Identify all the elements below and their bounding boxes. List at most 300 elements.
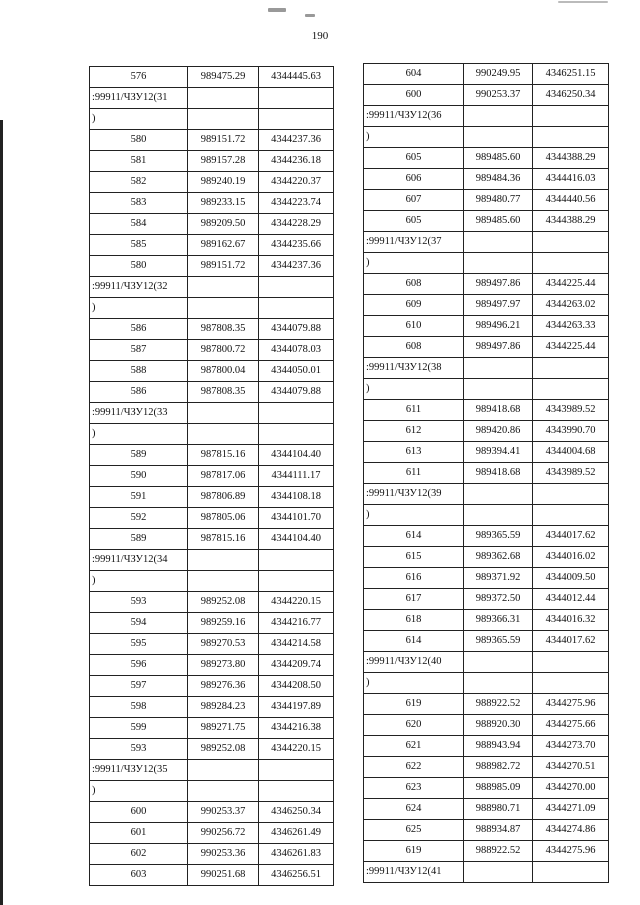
scan-speck <box>305 14 315 17</box>
point-row <box>364 64 609 85</box>
point-row <box>90 676 334 697</box>
point-number-cell: 587 <box>90 340 188 361</box>
point-number-cell: 612 <box>364 421 464 442</box>
parcel-label-row <box>90 760 334 781</box>
y-coordinate-cell: 4344017.62 <box>533 631 609 652</box>
x-coordinate-cell: 989418.68 <box>464 400 533 421</box>
point-row <box>90 634 334 655</box>
parcel-label-cell: :99911/ЧЗУ12(36 <box>364 106 464 127</box>
parcel-label-row <box>364 253 609 274</box>
x-coordinate-cell: 990253.37 <box>188 802 259 823</box>
scan-speck <box>558 1 608 3</box>
point-number-cell: 594 <box>90 613 188 634</box>
empty-cell <box>259 781 334 802</box>
x-coordinate-cell: 989240.19 <box>188 172 259 193</box>
y-coordinate-cell: 4343989.52 <box>533 400 609 421</box>
empty-cell <box>533 106 609 127</box>
y-coordinate-cell: 4344274.86 <box>533 820 609 841</box>
point-number-cell: 615 <box>364 547 464 568</box>
x-coordinate-cell: 990251.68 <box>188 865 259 886</box>
coordinates-table-right <box>363 63 609 883</box>
point-row <box>364 85 609 106</box>
point-row <box>90 844 334 865</box>
x-coordinate-cell: 987808.35 <box>188 319 259 340</box>
y-coordinate-cell: 4344270.00 <box>533 778 609 799</box>
x-coordinate-cell: 989497.86 <box>464 337 533 358</box>
empty-cell <box>259 88 334 109</box>
x-coordinate-cell: 989209.50 <box>188 214 259 235</box>
x-coordinate-cell: 989394.41 <box>464 442 533 463</box>
point-number-cell: 593 <box>90 592 188 613</box>
point-row <box>364 778 609 799</box>
point-row <box>364 589 609 610</box>
parcel-label-cell: ) <box>364 253 464 274</box>
empty-cell <box>464 652 533 673</box>
x-coordinate-cell: 989252.08 <box>188 592 259 613</box>
x-coordinate-cell: 989259.16 <box>188 613 259 634</box>
x-coordinate-cell: 989497.97 <box>464 295 533 316</box>
parcel-label-row <box>364 232 609 253</box>
x-coordinate-cell: 989270.53 <box>188 634 259 655</box>
x-coordinate-cell: 989475.29 <box>188 67 259 88</box>
y-coordinate-cell: 4344388.29 <box>533 211 609 232</box>
x-coordinate-cell: 988922.52 <box>464 841 533 862</box>
y-coordinate-cell: 4344388.29 <box>533 148 609 169</box>
y-coordinate-cell: 4343989.52 <box>533 463 609 484</box>
point-number-cell: 614 <box>364 526 464 547</box>
point-number-cell: 608 <box>364 337 464 358</box>
y-coordinate-cell: 4344079.88 <box>259 319 334 340</box>
x-coordinate-cell: 988943.94 <box>464 736 533 757</box>
x-coordinate-cell: 989497.86 <box>464 274 533 295</box>
x-coordinate-cell: 989485.60 <box>464 211 533 232</box>
x-coordinate-cell: 989284.23 <box>188 697 259 718</box>
point-row <box>364 169 609 190</box>
parcel-label-row <box>90 424 334 445</box>
point-number-cell: 602 <box>90 844 188 865</box>
empty-cell <box>464 106 533 127</box>
y-coordinate-cell: 4344104.40 <box>259 445 334 466</box>
parcel-label-cell: ) <box>90 571 188 592</box>
empty-cell <box>188 88 259 109</box>
y-coordinate-cell: 4346251.15 <box>533 64 609 85</box>
y-coordinate-cell: 4344275.96 <box>533 694 609 715</box>
point-row <box>364 400 609 421</box>
point-number-cell: 616 <box>364 568 464 589</box>
point-number-cell: 619 <box>364 841 464 862</box>
point-number-cell: 603 <box>90 865 188 886</box>
point-number-cell: 601 <box>90 823 188 844</box>
parcel-label-cell: :99911/ЧЗУ12(33 <box>90 403 188 424</box>
point-row <box>90 361 334 382</box>
y-coordinate-cell: 4344275.66 <box>533 715 609 736</box>
parcel-label-cell: ) <box>90 109 188 130</box>
y-coordinate-cell: 4346261.83 <box>259 844 334 865</box>
empty-cell <box>259 298 334 319</box>
point-number-cell: 580 <box>90 256 188 277</box>
point-row <box>364 694 609 715</box>
x-coordinate-cell: 988920.30 <box>464 715 533 736</box>
parcel-label-cell: :99911/ЧЗУ12(37 <box>364 232 464 253</box>
point-number-cell: 600 <box>90 802 188 823</box>
empty-cell <box>464 358 533 379</box>
x-coordinate-cell: 987806.89 <box>188 487 259 508</box>
empty-cell <box>259 424 334 445</box>
point-row <box>90 487 334 508</box>
point-number-cell: 583 <box>90 193 188 214</box>
point-row <box>90 214 334 235</box>
empty-cell <box>464 673 533 694</box>
point-row <box>90 697 334 718</box>
point-row <box>364 190 609 211</box>
point-row <box>364 610 609 631</box>
point-number-cell: 604 <box>364 64 464 85</box>
point-row <box>364 295 609 316</box>
x-coordinate-cell: 989420.86 <box>464 421 533 442</box>
x-coordinate-cell: 989365.59 <box>464 631 533 652</box>
y-coordinate-cell: 4346261.49 <box>259 823 334 844</box>
point-number-cell: 611 <box>364 463 464 484</box>
y-coordinate-cell: 4344079.88 <box>259 382 334 403</box>
parcel-label-cell: ) <box>90 424 188 445</box>
point-row <box>364 820 609 841</box>
parcel-label-cell: :99911/ЧЗУ12(31 <box>90 88 188 109</box>
point-row <box>90 718 334 739</box>
point-number-cell: 586 <box>90 319 188 340</box>
empty-cell <box>188 277 259 298</box>
coordinates-table-left <box>89 66 334 886</box>
parcel-label-cell: ) <box>90 298 188 319</box>
empty-cell <box>464 862 533 883</box>
point-row <box>90 340 334 361</box>
empty-cell <box>533 232 609 253</box>
point-number-cell: 580 <box>90 130 188 151</box>
point-number-cell: 592 <box>90 508 188 529</box>
empty-cell <box>188 403 259 424</box>
parcel-label-cell: ) <box>364 505 464 526</box>
point-row <box>90 529 334 550</box>
point-row <box>364 442 609 463</box>
empty-cell <box>464 379 533 400</box>
point-row <box>364 736 609 757</box>
point-number-cell: 624 <box>364 799 464 820</box>
point-number-cell: 600 <box>364 85 464 106</box>
parcel-label-row <box>364 106 609 127</box>
empty-cell <box>533 652 609 673</box>
y-coordinate-cell: 4344078.03 <box>259 340 334 361</box>
point-row <box>90 256 334 277</box>
point-number-cell: 617 <box>364 589 464 610</box>
x-coordinate-cell: 988980.71 <box>464 799 533 820</box>
empty-cell <box>464 505 533 526</box>
y-coordinate-cell: 4344009.50 <box>533 568 609 589</box>
x-coordinate-cell: 988985.09 <box>464 778 533 799</box>
point-number-cell: 614 <box>364 631 464 652</box>
point-row <box>364 757 609 778</box>
empty-cell <box>188 298 259 319</box>
point-number-cell: 605 <box>364 148 464 169</box>
point-row <box>90 823 334 844</box>
x-coordinate-cell: 989151.72 <box>188 130 259 151</box>
y-coordinate-cell: 4344235.66 <box>259 235 334 256</box>
parcel-label-cell: ) <box>90 781 188 802</box>
point-row <box>90 382 334 403</box>
point-row <box>90 151 334 172</box>
parcel-label-row <box>90 550 334 571</box>
parcel-label-cell: ) <box>364 673 464 694</box>
empty-cell <box>464 127 533 148</box>
point-number-cell: 611 <box>364 400 464 421</box>
point-row <box>364 631 609 652</box>
x-coordinate-cell: 989496.21 <box>464 316 533 337</box>
empty-cell <box>188 571 259 592</box>
empty-cell <box>188 109 259 130</box>
point-row <box>364 568 609 589</box>
empty-cell <box>259 571 334 592</box>
x-coordinate-cell: 987800.04 <box>188 361 259 382</box>
point-row <box>364 274 609 295</box>
x-coordinate-cell: 987800.72 <box>188 340 259 361</box>
point-row <box>364 841 609 862</box>
x-coordinate-cell: 987808.35 <box>188 382 259 403</box>
empty-cell <box>188 781 259 802</box>
scan-speck <box>268 8 286 12</box>
point-number-cell: 613 <box>364 442 464 463</box>
y-coordinate-cell: 4344263.02 <box>533 295 609 316</box>
point-number-cell: 596 <box>90 655 188 676</box>
y-coordinate-cell: 4344445.63 <box>259 67 334 88</box>
x-coordinate-cell: 989484.36 <box>464 169 533 190</box>
y-coordinate-cell: 4344216.38 <box>259 718 334 739</box>
x-coordinate-cell: 989418.68 <box>464 463 533 484</box>
parcel-label-cell: :99911/ЧЗУ12(38 <box>364 358 464 379</box>
empty-cell <box>188 550 259 571</box>
x-coordinate-cell: 988922.52 <box>464 694 533 715</box>
x-coordinate-cell: 988982.72 <box>464 757 533 778</box>
point-number-cell: 608 <box>364 274 464 295</box>
point-row <box>90 655 334 676</box>
y-coordinate-cell: 4344223.74 <box>259 193 334 214</box>
point-row <box>90 466 334 487</box>
parcel-label-cell: ) <box>364 379 464 400</box>
point-number-cell: 625 <box>364 820 464 841</box>
parcel-label-row <box>364 673 609 694</box>
x-coordinate-cell: 990256.72 <box>188 823 259 844</box>
empty-cell <box>533 358 609 379</box>
y-coordinate-cell: 4344440.56 <box>533 190 609 211</box>
point-row <box>90 67 334 88</box>
empty-cell <box>533 379 609 400</box>
point-row <box>90 235 334 256</box>
y-coordinate-cell: 4344017.62 <box>533 526 609 547</box>
x-coordinate-cell: 989271.75 <box>188 718 259 739</box>
parcel-label-row <box>90 781 334 802</box>
empty-cell <box>533 484 609 505</box>
x-coordinate-cell: 989157.28 <box>188 151 259 172</box>
x-coordinate-cell: 989365.59 <box>464 526 533 547</box>
point-number-cell: 586 <box>90 382 188 403</box>
y-coordinate-cell: 4344271.09 <box>533 799 609 820</box>
point-row <box>364 715 609 736</box>
point-number-cell: 584 <box>90 214 188 235</box>
point-number-cell: 590 <box>90 466 188 487</box>
parcel-label-cell: :99911/ЧЗУ12(35 <box>90 760 188 781</box>
point-number-cell: 595 <box>90 634 188 655</box>
y-coordinate-cell: 4344225.44 <box>533 337 609 358</box>
point-row <box>364 526 609 547</box>
x-coordinate-cell: 990253.36 <box>188 844 259 865</box>
x-coordinate-cell: 989371.92 <box>464 568 533 589</box>
x-coordinate-cell: 989151.72 <box>188 256 259 277</box>
empty-cell <box>188 760 259 781</box>
page-number: 190 <box>311 30 329 42</box>
point-row <box>90 508 334 529</box>
y-coordinate-cell: 4344216.77 <box>259 613 334 634</box>
point-number-cell: 589 <box>90 445 188 466</box>
empty-cell <box>464 232 533 253</box>
y-coordinate-cell: 4344263.33 <box>533 316 609 337</box>
point-number-cell: 588 <box>90 361 188 382</box>
x-coordinate-cell: 989252.08 <box>188 739 259 760</box>
point-row <box>364 463 609 484</box>
point-number-cell: 610 <box>364 316 464 337</box>
point-row <box>90 739 334 760</box>
point-number-cell: 618 <box>364 610 464 631</box>
point-number-cell: 607 <box>364 190 464 211</box>
point-row <box>90 319 334 340</box>
point-row <box>364 211 609 232</box>
point-number-cell: 591 <box>90 487 188 508</box>
x-coordinate-cell: 989233.15 <box>188 193 259 214</box>
y-coordinate-cell: 4344208.50 <box>259 676 334 697</box>
empty-cell <box>259 109 334 130</box>
empty-cell <box>533 127 609 148</box>
parcel-label-row <box>90 403 334 424</box>
point-row <box>90 445 334 466</box>
parcel-label-row <box>364 127 609 148</box>
y-coordinate-cell: 4344004.68 <box>533 442 609 463</box>
y-coordinate-cell: 4344214.58 <box>259 634 334 655</box>
y-coordinate-cell: 4344016.02 <box>533 547 609 568</box>
empty-cell <box>259 760 334 781</box>
x-coordinate-cell: 987805.06 <box>188 508 259 529</box>
scan-margin-bar <box>0 120 3 905</box>
x-coordinate-cell: 987817.06 <box>188 466 259 487</box>
y-coordinate-cell: 4344016.32 <box>533 610 609 631</box>
parcel-label-row <box>364 379 609 400</box>
x-coordinate-cell: 989372.50 <box>464 589 533 610</box>
point-number-cell: 605 <box>364 211 464 232</box>
point-row <box>90 130 334 151</box>
x-coordinate-cell: 989362.68 <box>464 547 533 568</box>
y-coordinate-cell: 4343990.70 <box>533 421 609 442</box>
point-row <box>90 802 334 823</box>
parcel-label-cell: ) <box>364 127 464 148</box>
y-coordinate-cell: 4344273.70 <box>533 736 609 757</box>
empty-cell <box>259 277 334 298</box>
point-number-cell: 623 <box>364 778 464 799</box>
x-coordinate-cell: 987815.16 <box>188 445 259 466</box>
parcel-label-row <box>364 484 609 505</box>
point-number-cell: 609 <box>364 295 464 316</box>
empty-cell <box>533 862 609 883</box>
point-number-cell: 621 <box>364 736 464 757</box>
y-coordinate-cell: 4344225.44 <box>533 274 609 295</box>
point-number-cell: 589 <box>90 529 188 550</box>
point-number-cell: 606 <box>364 169 464 190</box>
parcel-label-cell: :99911/ЧЗУ12(40 <box>364 652 464 673</box>
point-row <box>90 865 334 886</box>
y-coordinate-cell: 4344111.17 <box>259 466 334 487</box>
y-coordinate-cell: 4344012.44 <box>533 589 609 610</box>
x-coordinate-cell: 988934.87 <box>464 820 533 841</box>
y-coordinate-cell: 4344220.15 <box>259 592 334 613</box>
point-number-cell: 598 <box>90 697 188 718</box>
y-coordinate-cell: 4344050.01 <box>259 361 334 382</box>
y-coordinate-cell: 4346250.34 <box>533 85 609 106</box>
y-coordinate-cell: 4346256.51 <box>259 865 334 886</box>
empty-cell <box>533 253 609 274</box>
parcel-label-cell: :99911/ЧЗУ12(34 <box>90 550 188 571</box>
parcel-label-row <box>364 505 609 526</box>
point-row <box>364 547 609 568</box>
point-number-cell: 619 <box>364 694 464 715</box>
x-coordinate-cell: 989485.60 <box>464 148 533 169</box>
point-number-cell: 585 <box>90 235 188 256</box>
parcel-label-row <box>90 88 334 109</box>
point-number-cell: 599 <box>90 718 188 739</box>
empty-cell <box>464 484 533 505</box>
point-number-cell: 622 <box>364 757 464 778</box>
empty-cell <box>533 505 609 526</box>
point-number-cell: 597 <box>90 676 188 697</box>
point-row <box>364 421 609 442</box>
y-coordinate-cell: 4344237.36 <box>259 256 334 277</box>
parcel-label-row <box>90 571 334 592</box>
x-coordinate-cell: 989366.31 <box>464 610 533 631</box>
y-coordinate-cell: 4344101.70 <box>259 508 334 529</box>
y-coordinate-cell: 4344275.96 <box>533 841 609 862</box>
point-row <box>90 592 334 613</box>
point-number-cell: 582 <box>90 172 188 193</box>
point-row <box>90 193 334 214</box>
y-coordinate-cell: 4344228.29 <box>259 214 334 235</box>
empty-cell <box>533 673 609 694</box>
y-coordinate-cell: 4344237.36 <box>259 130 334 151</box>
x-coordinate-cell: 990249.95 <box>464 64 533 85</box>
parcel-label-row <box>364 652 609 673</box>
point-row <box>364 148 609 169</box>
x-coordinate-cell: 989276.36 <box>188 676 259 697</box>
x-coordinate-cell: 990253.37 <box>464 85 533 106</box>
point-row <box>364 316 609 337</box>
point-number-cell: 576 <box>90 67 188 88</box>
parcel-label-row <box>364 862 609 883</box>
y-coordinate-cell: 4344220.37 <box>259 172 334 193</box>
point-row <box>364 799 609 820</box>
x-coordinate-cell: 989162.67 <box>188 235 259 256</box>
parcel-label-cell: :99911/ЧЗУ12(41 <box>364 862 464 883</box>
parcel-label-cell: :99911/ЧЗУ12(39 <box>364 484 464 505</box>
point-number-cell: 593 <box>90 739 188 760</box>
parcel-label-row <box>364 358 609 379</box>
parcel-label-cell: :99911/ЧЗУ12(32 <box>90 277 188 298</box>
y-coordinate-cell: 4346250.34 <box>259 802 334 823</box>
y-coordinate-cell: 4344236.18 <box>259 151 334 172</box>
point-row <box>90 613 334 634</box>
point-row <box>90 172 334 193</box>
empty-cell <box>188 424 259 445</box>
